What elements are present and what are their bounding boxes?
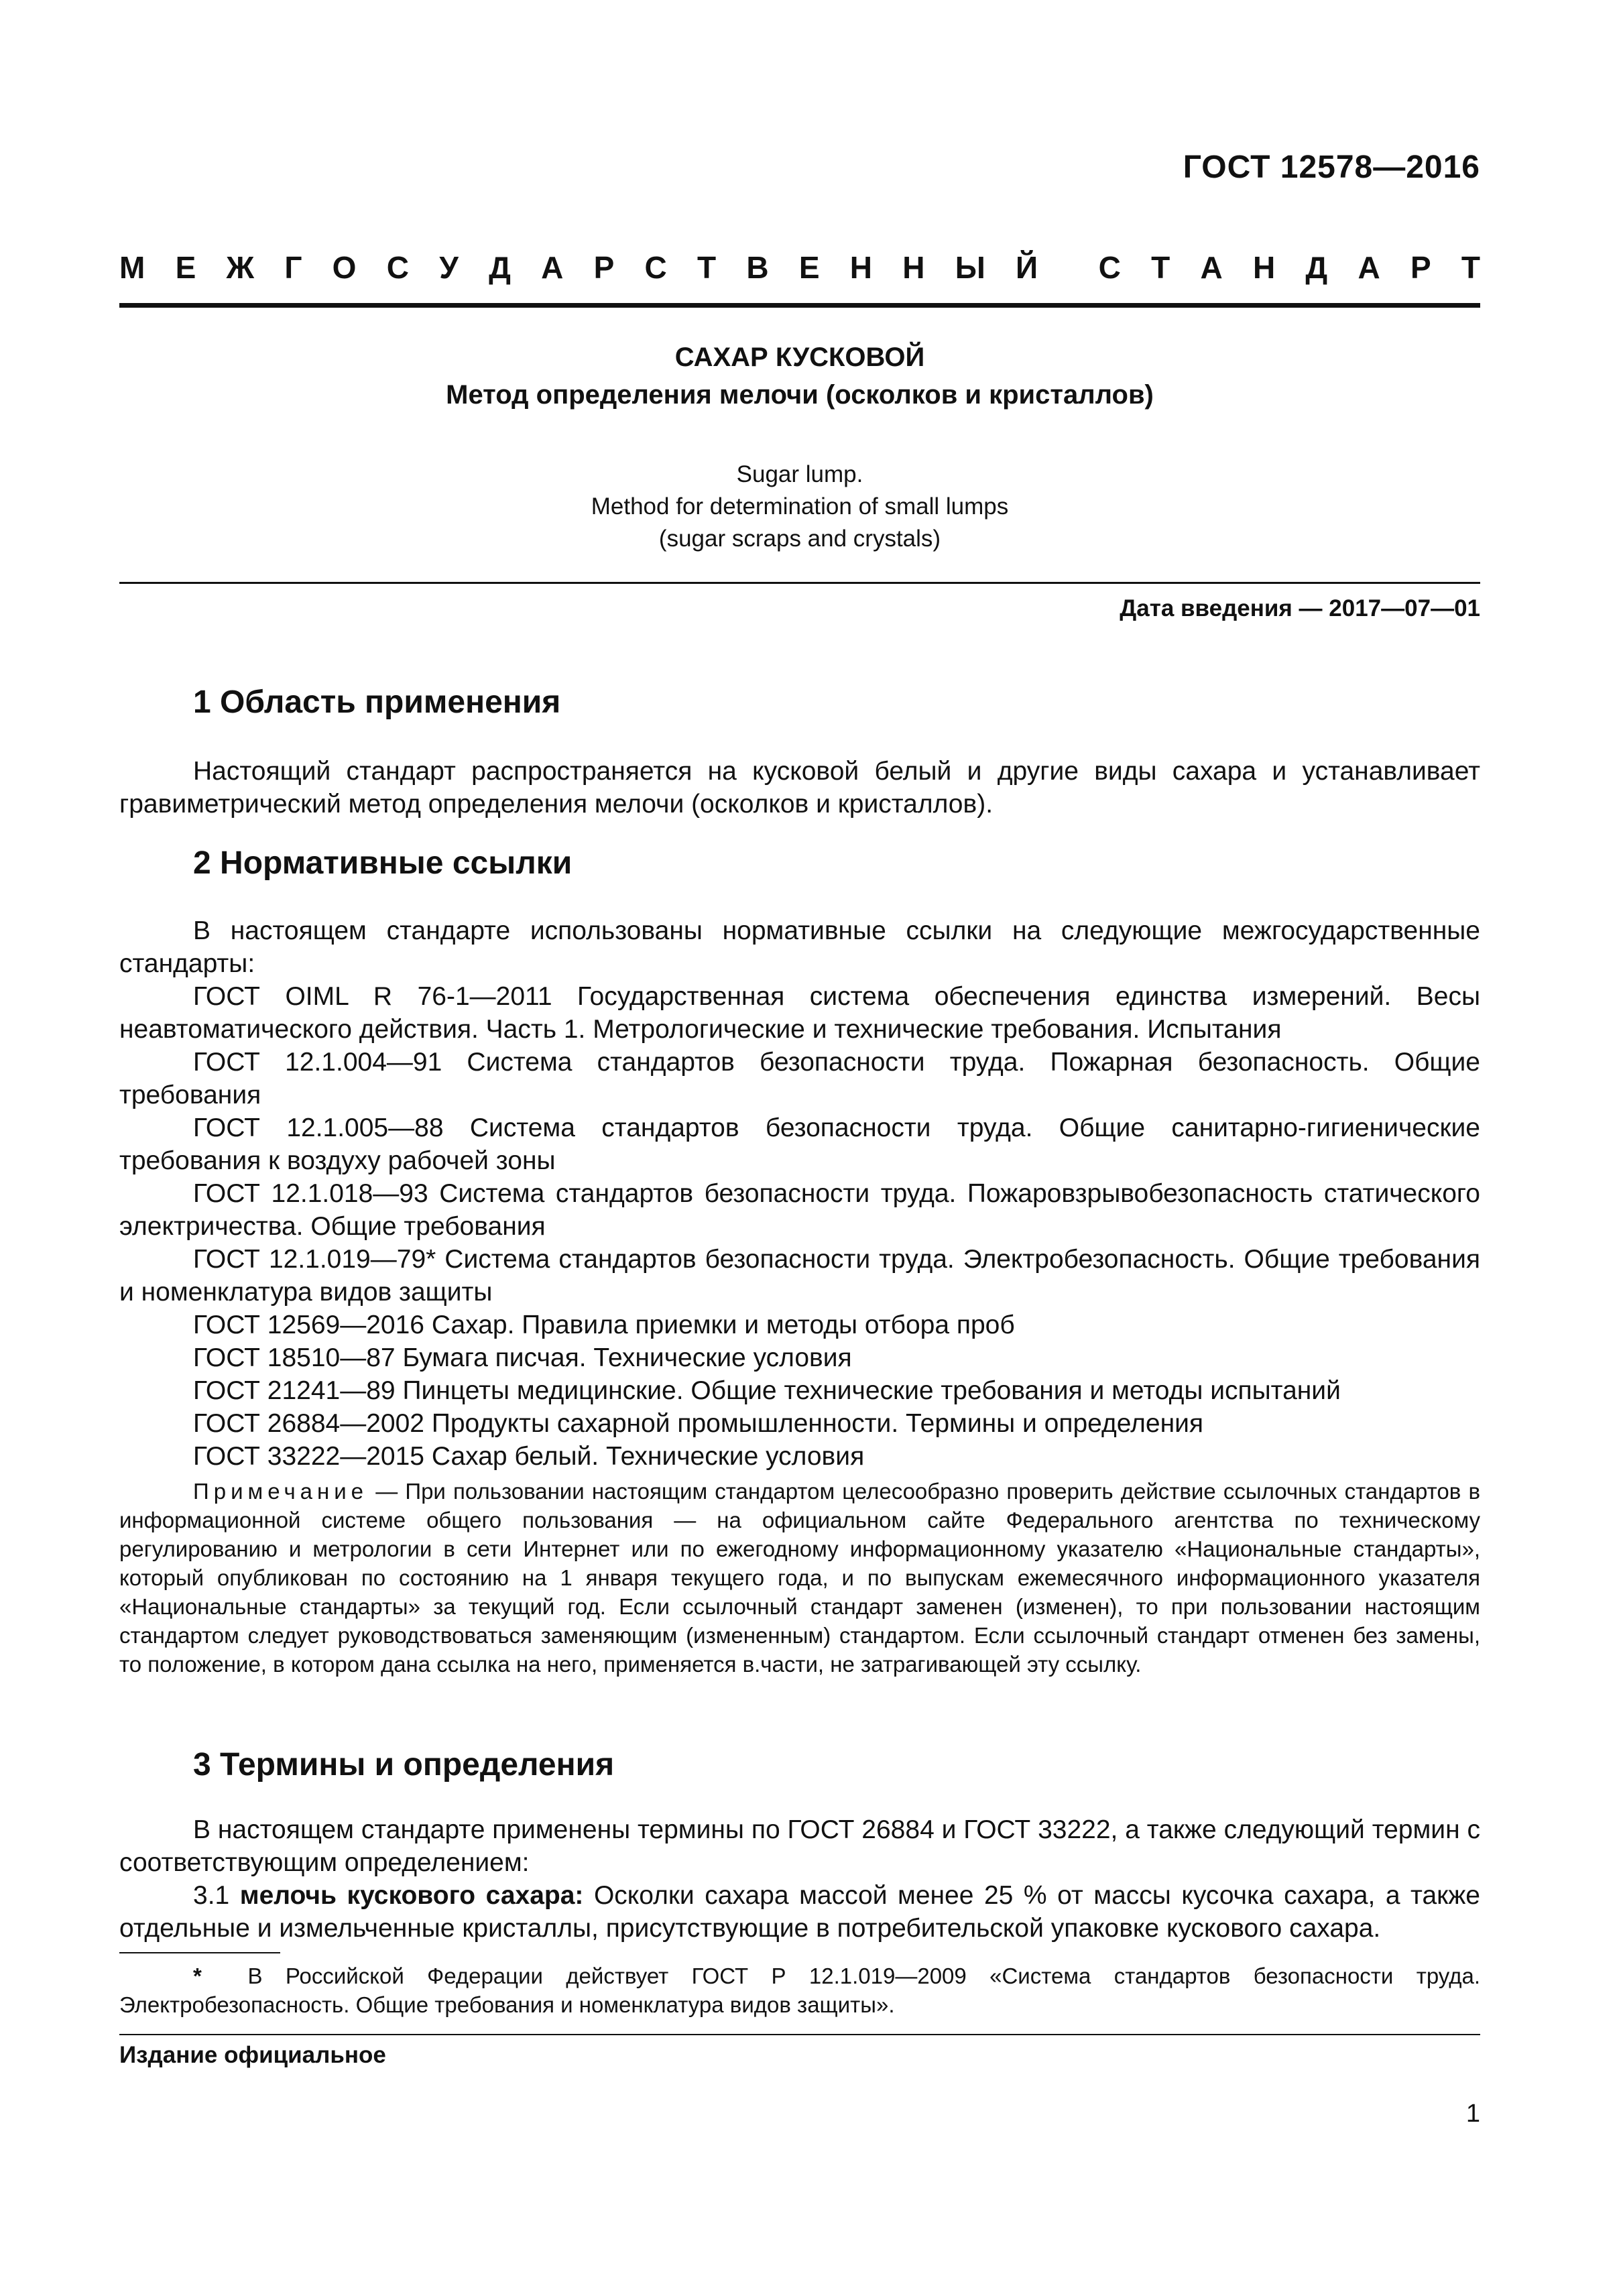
gost-number: ГОСТ 12578—2016	[1183, 149, 1480, 185]
term-number: 3.1	[193, 1881, 230, 1910]
reference-item: ГОСТ 12.1.018—93 Система стандартов безопасности труда. Пожаровзрывобезопасность статического электричества. Общие требования	[119, 1179, 1480, 1241]
standard-type-letter: С	[386, 250, 409, 285]
section-2-intro: В настоящем стандарте использованы нормативные ссылки на следующие межгосударственные стандарты:	[119, 916, 1480, 978]
standard-type-letter: Д	[1305, 250, 1328, 285]
title-english-block	[119, 459, 1480, 555]
title-en-line-1: Sugar lump.	[736, 461, 863, 487]
note-text: — При пользовании настоящим стандартом целесообразно проверить действие ссылочных стандартов в информационной системе общего пользования — на официальном сайте Федерального агентства по техническому регулированию и метрологии в сети Интернет или по ежегодному информационному указателю «Национальные стандарты», который опубликован по состоянию на 1 января текущего года, и по выпускам ежемесячного информационного указателя «Национальные стандарты» за текущий год. Если ссылочный стандарт заменен (изменен), то при пользовании настоящим стандартом следует руководствоваться заменяющим (измененным) стандартом. Если ссылочный стандарт отменен без замены, то положение, в котором дана ссылка на него, применяется в.части, не затрагивающей эту ссылку.	[119, 1479, 1480, 1677]
standard-type-letter: М	[119, 250, 145, 285]
term-text: Осколки сахара массой менее 25 % от массы кусочка сахара, а также отдельные и измельченные кристаллы, присутствующие в потребительской упаковке кускового сахара.	[119, 1881, 1480, 1943]
introduction-date: Дата введения — 2017—07—01	[1120, 595, 1480, 621]
standard-type-letter: О	[332, 250, 357, 285]
standard-type-letter: Н	[902, 250, 925, 285]
reference-item: ГОСТ 12569—2016 Сахар. Правила приемки и методы отбора проб	[193, 1311, 1015, 1339]
footnote-mark: *	[193, 1963, 202, 1988]
footnote-text: В Российской Федерации действует ГОСТ Р 12.1.019—2009 «Система стандартов безопасности труда. Электробезопасность. Общие требования и номенклатура видов защиты».	[119, 1963, 1480, 2017]
standard-type-letter: А	[541, 250, 564, 285]
reference-item: ГОСТ 18510—87 Бумага писчая. Технические условия	[193, 1343, 852, 1372]
reference-item: ГОСТ 33222—2015 Сахар белый. Технические условия	[193, 1442, 865, 1471]
section-2-note	[119, 1477, 1480, 1679]
standard-type-letter: В	[746, 250, 769, 285]
title-en-line-3: (sugar scraps and crystals)	[658, 526, 941, 552]
standard-type-letter: Й	[1016, 250, 1038, 285]
standard-type-letter: А	[1358, 250, 1380, 285]
reference-item: ГОСТ OIML R 76-1—2011 Государственная система обеспечения единства измерений. Весы неавтоматического действия. Часть 1. Метрологические и технические требования. Испытания	[119, 982, 1480, 1044]
term-name: мелочь кускового сахара:	[239, 1881, 584, 1910]
note-label: Примечание	[193, 1479, 369, 1504]
title-subtitle: Метод определения мелочи (осколков и кристаллов)	[446, 380, 1154, 410]
standard-type-letter: Т	[1461, 250, 1480, 285]
standard-type-letter: Т	[1151, 250, 1170, 285]
standard-type-letter: У	[439, 250, 459, 285]
reference-item: ГОСТ 12.1.019—79* Система стандартов безопасности труда. Электробезопасность. Общие требования и номенклатура видов защиты	[119, 1245, 1480, 1307]
standard-type-letter: Е	[798, 250, 820, 285]
reference-item: ГОСТ 12.1.005—88 Система стандартов безопасности труда. Общие санитарно-гигиенические требования к воздуху рабочей зоны	[119, 1113, 1480, 1175]
standard-type-letter: Е	[175, 250, 196, 285]
header-rule	[119, 303, 1480, 308]
standard-type-letter: Ж	[226, 250, 255, 285]
standard-type-letter: Т	[697, 250, 717, 285]
standard-type-letter: Г	[284, 250, 302, 285]
footer-rule	[119, 2034, 1480, 2035]
section-1-paragraph: Настоящий стандарт распространяется на кусковой белый и другие виды сахара и устанавливает гравиметрический метод определения мелочи (осколков и кристаллов).	[119, 757, 1480, 819]
section-3	[119, 1745, 1480, 1945]
reference-item: ГОСТ 26884—2002 Продукты сахарной промышленности. Термины и определения	[193, 1409, 1204, 1438]
section-2-heading: 2 Нормативные ссылки	[193, 845, 573, 881]
official-edition-label: Издание официальное	[119, 2042, 386, 2068]
standard-type-letter: Н	[849, 250, 873, 285]
standard-type-letter: Р	[1410, 250, 1431, 285]
standard-type-letter: А	[1200, 250, 1223, 285]
reference-item: ГОСТ 12.1.004—91 Система стандартов безопасности труда. Пожарная безопасность. Общие требования	[119, 1048, 1480, 1109]
page-number: 1	[1465, 2100, 1480, 2128]
standard-type-letter: Р	[593, 250, 615, 285]
footnote-rule	[119, 1952, 280, 1953]
footnote	[119, 1961, 1480, 2019]
section-1-heading: 1 Область применения	[193, 684, 561, 720]
section-2	[119, 843, 1480, 1679]
reference-item: ГОСТ 21241—89 Пинцеты медицинские. Общие технические требования и методы испытаний	[193, 1376, 1341, 1405]
standard-type-letter: Н	[1252, 250, 1276, 285]
title-main: САХАР КУСКОВОЙ	[674, 343, 925, 372]
title-en-line-2: Method for determination of small lumps	[591, 493, 1009, 520]
section-3-intro: В настоящем стандарте применены термины по ГОСТ 26884 и ГОСТ 33222, а также следующий термин с соответствующим определением:	[119, 1815, 1480, 1877]
standard-type-heading	[119, 249, 1480, 286]
term-definition	[119, 1879, 1480, 1945]
standard-type-letter: Ы	[955, 250, 985, 285]
title-block	[119, 339, 1480, 414]
title-divider	[119, 582, 1480, 584]
section-3-heading: 3 Термины и определения	[193, 1747, 615, 1783]
standard-type-letter: С	[1098, 250, 1121, 285]
section-1	[119, 682, 1480, 821]
standard-type-letter: С	[644, 250, 667, 285]
standard-type-letter: Д	[489, 250, 511, 285]
